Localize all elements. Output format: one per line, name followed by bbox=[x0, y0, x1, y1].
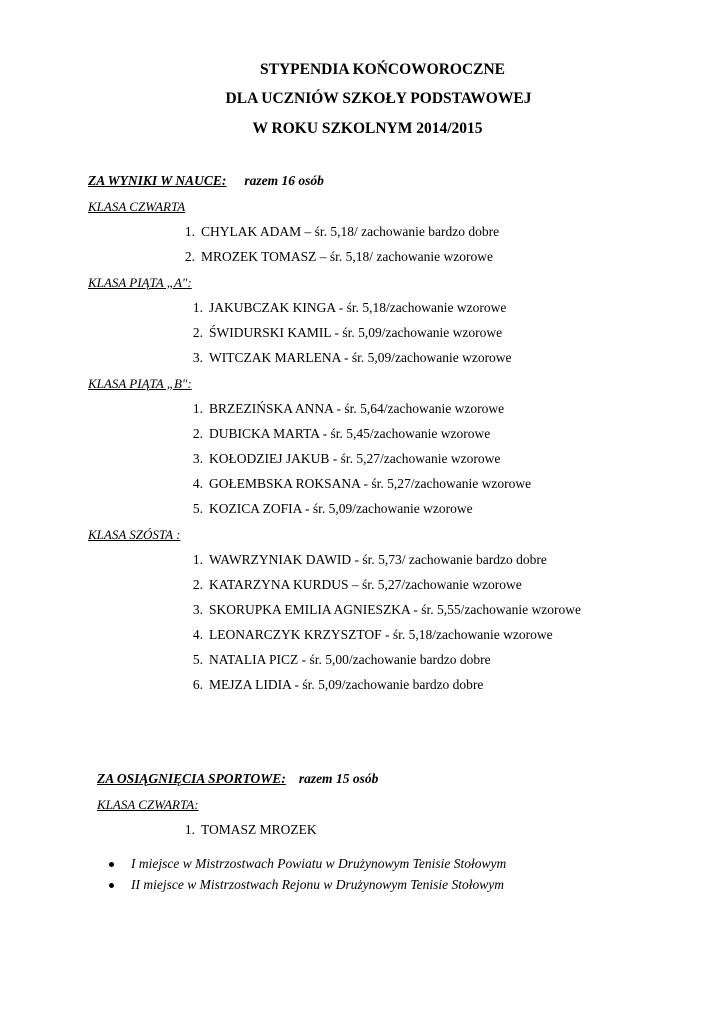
class-heading: KLASA SZÓSTA : bbox=[88, 527, 181, 542]
list-item: 1. TOMASZ MROZEK bbox=[184, 822, 317, 837]
section-heading-nauka-label: ZA WYNIKI W NAUCE: bbox=[88, 173, 227, 188]
achievement-item: I miejsce w Mistrzostwach Powiatu w Drużynowym Tenisie Stołowym bbox=[131, 856, 506, 872]
title-line-2: DLA UCZNIÓW SZKOŁY PODSTAWOWEJ bbox=[225, 90, 532, 107]
list-item: 2. KATARZYNA KURDUS – śr. 5,27/zachowanie wzorowe bbox=[192, 577, 522, 592]
list-item: 3. SKORUPKA EMILIA AGNIESZKA - śr. 5,55/zachowanie wzorowe bbox=[192, 602, 581, 617]
section-heading-sport-label: ZA OSIĄGNIĘCIA SPORTOWE: bbox=[97, 771, 286, 786]
bullet-icon bbox=[109, 862, 114, 867]
bullet-icon bbox=[109, 883, 114, 888]
list-item: 2. ŚWIDURSKI KAMIL - śr. 5,09/zachowanie wzorowe bbox=[192, 325, 503, 340]
title-line-1: STYPENDIA KOŃCOWOROCZNE bbox=[259, 61, 506, 78]
list-item: 1. BRZEZIŃSKA ANNA - śr. 5,64/zachowanie wzorowe bbox=[192, 401, 505, 416]
list-item: 1. WAWRZYNIAK DAWID - śr. 5,73/ zachowanie bardzo dobre bbox=[192, 552, 547, 567]
achievement-item: II miejsce w Mistrzostwach Rejonu w Drużynowym Tenisie Stołowym bbox=[131, 877, 504, 893]
class-heading: KLASA CZWARTA: bbox=[97, 797, 199, 812]
list-item: 2. DUBICKA MARTA - śr. 5,45/zachowanie wzorowe bbox=[192, 426, 491, 441]
list-item: 4. GOŁEMBSKA ROKSANA - śr. 5,27/zachowanie wzorowe bbox=[192, 476, 532, 491]
list-item: 5. NATALIA PICZ - śr. 5,00/zachowanie bardzo dobre bbox=[192, 652, 491, 667]
section-total-nauka: razem 16 osób bbox=[244, 173, 324, 188]
class-heading: KLASA CZWARTA bbox=[88, 199, 186, 214]
section-heading-sport bbox=[97, 771, 378, 787]
title-line-3: W ROKU SZKOLNYM 2014/2015 bbox=[252, 120, 483, 137]
list-item: 4. LEONARCZYK KRZYSZTOF - śr. 5,18/zachowanie wzorowe bbox=[192, 627, 553, 642]
section-total-sport: razem 15 osób bbox=[298, 771, 379, 786]
list-item: 1. JAKUBCZAK KINGA - śr. 5,18/zachowanie wzorowe bbox=[192, 300, 507, 315]
list-item: 6. MEJZA LIDIA - śr. 5,09/zachowanie bardzo dobre bbox=[192, 677, 484, 692]
class-heading: KLASA PIĄTA „B": bbox=[88, 376, 192, 391]
list-item: 5. KOZICA ZOFIA - śr. 5,09/zachowanie wzorowe bbox=[192, 501, 473, 516]
class-heading: KLASA PIĄTA „A": bbox=[88, 275, 192, 290]
section-heading-nauka bbox=[88, 173, 324, 189]
list-item: 3. WITCZAK MARLENA - śr. 5,09/zachowanie wzorowe bbox=[192, 350, 512, 365]
list-item: 2. MROZEK TOMASZ – śr. 5,18/ zachowanie wzorowe bbox=[184, 249, 493, 264]
list-item: 1. CHYLAK ADAM – śr. 5,18/ zachowanie bardzo dobre bbox=[184, 224, 500, 239]
list-item: 3. KOŁODZIEJ JAKUB - śr. 5,27/zachowanie wzorowe bbox=[192, 451, 501, 466]
